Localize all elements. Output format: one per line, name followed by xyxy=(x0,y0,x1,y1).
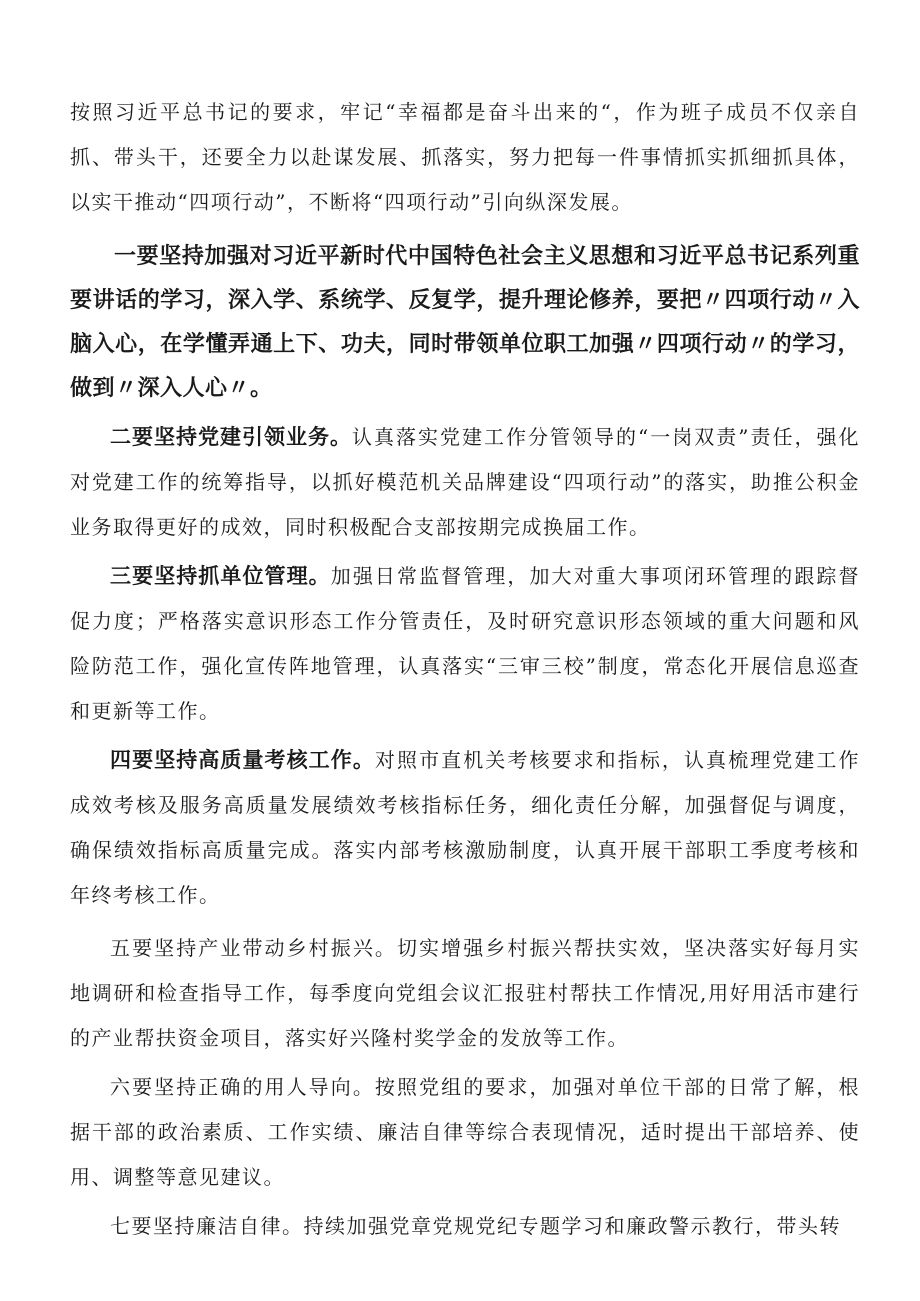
item-7-paragraph: 七要坚持廉洁自律。持续加强党章党规党纪专题学习和廉政警示教行，带头转 xyxy=(110,1214,841,1238)
item-5-paragraph: 五要坚持产业带动乡村振兴。切实增强乡村振兴帮扶实效，坚决落实好每月实地调研和检查指导工作，每季度向党组会议汇报驻村帮扶工作情况,用好用活市建行的产业帮扶资金项目，落实好兴隆村奖学金的发放等工作。 xyxy=(70,936,860,1050)
item-1-paragraph: 一要坚持加强对习近平新时代中国特色社会主义思想和习近平总书记系列重要讲话的学习，深入学、系统学、反复学，提升理论修养，要把〃四项行动〃入脑入心，在学懂弄通上下、功夫，同时带领单位职工加强〃四项行动〃的学习，做到〃深入人心〃。 xyxy=(70,244,860,401)
item-2-lead: 二要坚持党建引领业务。 xyxy=(110,425,353,449)
item-6-paragraph: 六要坚持正确的用人导向。按照党组的要求，加强对单位干部的日常了解，根据干部的政治素质、工作实绩、廉洁自律等综合表现情况，适时提出干部培养、使用、调整等意见建议。 xyxy=(70,1075,860,1189)
item-3-paragraph xyxy=(70,554,860,734)
intro-paragraph: 按照习近平总书记的要求，牢记“幸福都是奋斗出来的“，作为班子成员不仅亲自抓、带头干，还要全力以赴谋发展、抓落实，努力把每一件事情抓实抓细抓具体，以实干推动“四项行动”，不断将“四项行动”引向纵深发展。 xyxy=(70,100,860,214)
item-4-paragraph xyxy=(70,738,860,918)
item-3-lead: 三要坚持抓单位管理。 xyxy=(110,564,331,588)
item-2-body: 认真落实党建工作分管领导的“一岗双责”责任，强化对党建工作的统筹指导，以抓好模范机关品牌建设“四项行动”的落实，助推公积金业务取得更好的成效，同时积极配合支部按期完成换届工作。 xyxy=(70,425,860,539)
item-2-paragraph xyxy=(70,415,860,550)
item-4-lead: 四要坚持高质量考核工作。 xyxy=(110,748,375,772)
item-4-body: 对照市直机关考核要求和指标，认真梳理党建工作成效考核及服务高质量发展绩效考核指标任务，细化责任分解，加强督促与调度，确保绩效指标高质量完成。落实内部考核激励制度，认真开展干部职工季度考核和年终考核工作。 xyxy=(70,748,861,907)
item-3-body: 加强日常监督管理，加大对重大事项闭环管理的跟踪督促力度；严格落实意识形态工作分管责任，及时研究意识形态领域的重大问题和风险防范工作，强化宣传阵地管理，认真落实“三审三校”制度，常态化开展信息巡查和更新等工作。 xyxy=(70,564,861,723)
